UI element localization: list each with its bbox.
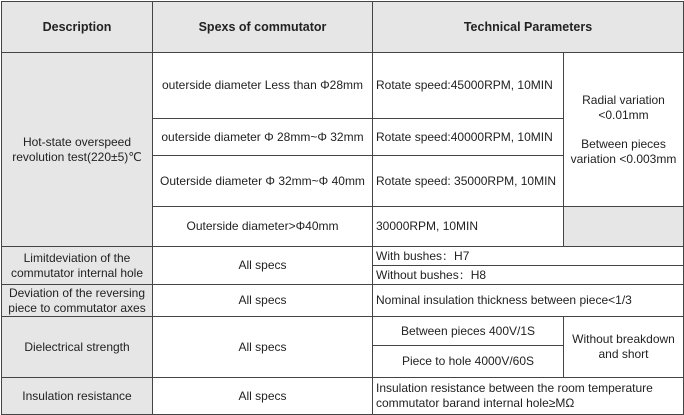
- insulation-spec: All specs: [153, 378, 373, 415]
- empty-gray-cell: [564, 207, 684, 247]
- overspeed-param-1: Rotate speed:45000RPM, 10MIN: [373, 53, 564, 119]
- overspeed-spec-3: Outerside diameter Φ 32mm~Φ 40mm: [153, 156, 373, 207]
- insulation-param: Insulation resistance between the room temperature commutator barand internal hole≥MΩ: [373, 378, 684, 415]
- variation-spacer: [567, 123, 680, 137]
- dielectrical-between-pieces: Between pieces 400V/1S: [373, 317, 564, 346]
- overspeed-description: Hot-state overspeed revolution test(220±5)℃: [2, 53, 153, 247]
- dielectrical-spec: All specs: [153, 317, 373, 378]
- dielectrical-description: Dielectrical strength: [2, 317, 153, 378]
- dielectrical-piece-to-hole: Piece to hole 4000V/60S: [373, 346, 564, 378]
- between-pieces-variation: Between pieces variation <0.003mm: [570, 136, 677, 166]
- overspeed-param-2: Rotate speed:40000RPM, 10MIN: [373, 119, 564, 156]
- reversing-spec: All specs: [153, 285, 373, 317]
- overspeed-variation-cell: [564, 53, 684, 207]
- reversing-row: [2, 285, 684, 317]
- dielectrical-row-1: [2, 317, 684, 346]
- reversing-param: Nominal insulation thickness between piece<1/3: [373, 285, 684, 317]
- insulation-description: Insulation resistance: [2, 378, 153, 415]
- overspeed-spec-4: Outerside diameter>Φ40mm: [153, 207, 373, 247]
- radial-variation: Radial variation <0.01mm: [582, 92, 665, 122]
- limit-description: Limitdeviation of the commutator internal hole: [2, 247, 153, 285]
- insulation-row: [2, 378, 684, 415]
- without-bushes: Without bushes：H8: [373, 266, 684, 285]
- limit-row-1: [2, 247, 684, 266]
- overspeed-spec-1: outerside diameter Less than Φ28mm: [153, 53, 373, 119]
- commutator-spec-table: [1, 1, 684, 415]
- header-technical: Technical Parameters: [373, 2, 684, 53]
- limit-spec: All specs: [153, 247, 373, 285]
- overspeed-param-3: Rotate speed: 35000RPM, 10MIN: [373, 156, 564, 207]
- reversing-description: Deviation of the reversing piece to commutator axes: [2, 285, 153, 317]
- header-description: Description: [2, 2, 153, 53]
- header-row: [2, 2, 684, 53]
- header-spexs: Spexs of commutator: [153, 2, 373, 53]
- dielectrical-result: Without breakdown and short: [564, 317, 684, 378]
- overspeed-row-1: [2, 53, 684, 119]
- overspeed-spec-2: outerside diameter Φ 28mm~Φ 32mm: [153, 119, 373, 156]
- with-bushes: With bushes：H7: [373, 247, 684, 266]
- overspeed-param-4: 30000RPM, 10MIN: [373, 207, 564, 247]
